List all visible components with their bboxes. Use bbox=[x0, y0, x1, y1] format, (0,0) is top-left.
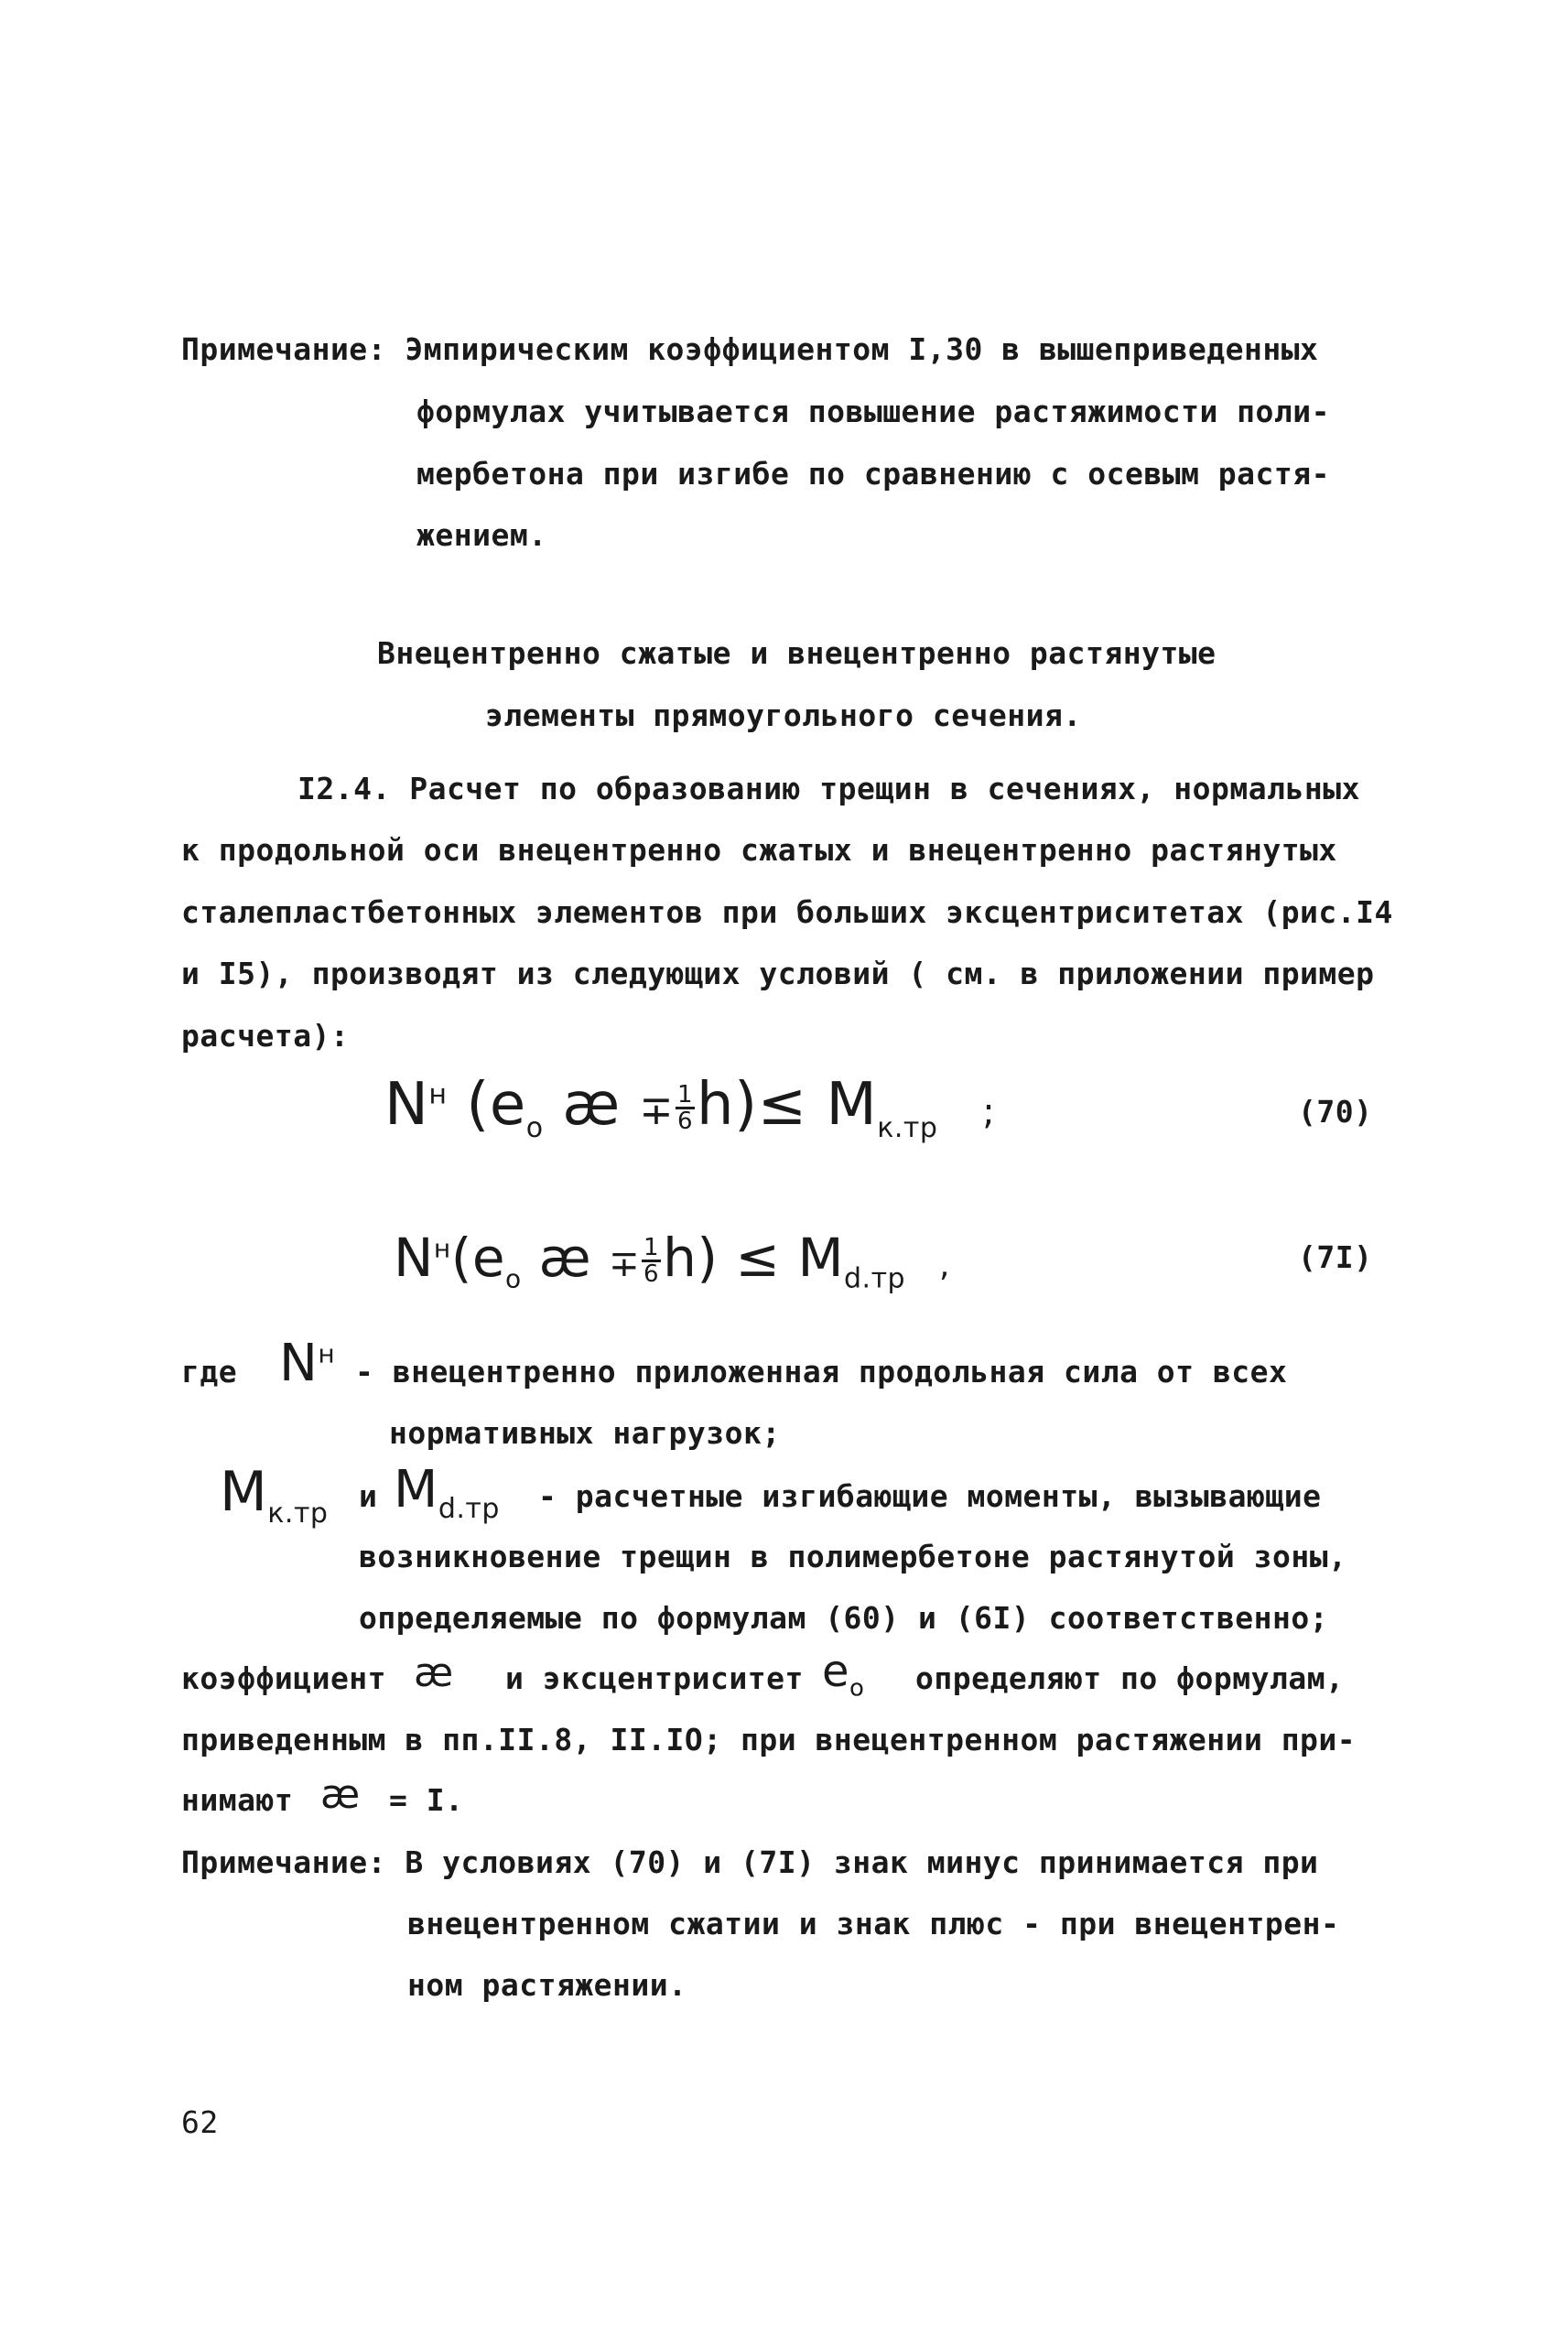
note2-line-2: внецентренном сжатии и знак плюс - при внецентрен- bbox=[407, 1906, 1340, 1941]
formula-71 bbox=[394, 1227, 950, 1295]
where-M2: M bbox=[394, 1460, 438, 1519]
where-and: и bbox=[359, 1478, 378, 1514]
formula-70-sign: ∓ bbox=[639, 1087, 674, 1134]
formula-71-h: h bbox=[663, 1227, 697, 1289]
formula-70-N-superscript: н bbox=[428, 1078, 448, 1111]
equation-number-70: (70) bbox=[1298, 1094, 1373, 1130]
paragraph-line-5: расчета): bbox=[181, 1018, 350, 1054]
formula-70-open-paren: ( bbox=[466, 1071, 490, 1139]
equation-number-71: (7I) bbox=[1298, 1239, 1373, 1275]
coefficient-line-2: приведенным в пп.II.8, II.IO; при внецентренном растяжении при- bbox=[181, 1722, 1357, 1757]
formula-71-close-paren: ) bbox=[697, 1227, 719, 1289]
where-N-symbol bbox=[279, 1334, 336, 1393]
note1-line-1: Примечание: Эмпирическим коэффициентом I,30 в вышеприведенных bbox=[181, 331, 1319, 367]
where-M-description-line-1: - расчетные изгибающие моменты, вызывающие bbox=[538, 1478, 1322, 1514]
paragraph-line-4: и I5), производят из следующих условий ( см. в приложении пример bbox=[181, 956, 1375, 991]
formula-71-fraction bbox=[642, 1234, 661, 1289]
where-M2-symbol bbox=[394, 1460, 500, 1526]
formula-70-e-subscript: o bbox=[525, 1111, 544, 1144]
paragraph-line-2: к продольной оси внецентренно сжатых и внецентренно растянутых bbox=[181, 832, 1337, 868]
eccentricity-e: e bbox=[822, 1646, 850, 1697]
note2-line-3: ном растяжении. bbox=[407, 1967, 687, 2003]
coefficient-line-1-part-a: коэффициент bbox=[181, 1660, 387, 1696]
formula-70-kappa: æ bbox=[562, 1071, 621, 1139]
coefficient-kappa-symbol: æ bbox=[414, 1649, 454, 1696]
where-label: где bbox=[181, 1354, 238, 1390]
page-number: 62 bbox=[181, 2104, 219, 2140]
eccentricity-e-subscript: o bbox=[849, 1674, 865, 1703]
where-M1: M bbox=[220, 1460, 268, 1524]
note1-line-2: формулах учитывается повышение растяжимости поли- bbox=[416, 394, 1331, 429]
formula-70-fraction-numerator: 1 bbox=[676, 1080, 693, 1108]
formula-70-e: e bbox=[489, 1071, 526, 1139]
note1-line-4: жением. bbox=[416, 517, 547, 553]
formula-71-sign: ∓ bbox=[609, 1243, 641, 1285]
formula-71-kappa: æ bbox=[538, 1227, 592, 1289]
where-M1-subscript: к.тр bbox=[267, 1498, 329, 1530]
formula-71-tail: , bbox=[939, 1247, 950, 1284]
where-M-description-line-2: возникновение трещин в полимербетоне растянутой зоны, bbox=[359, 1539, 1347, 1574]
formula-70-fraction bbox=[676, 1080, 695, 1135]
formula-70-fraction-denominator: 6 bbox=[676, 1107, 693, 1135]
where-N-superscript: н bbox=[318, 1338, 336, 1369]
note1-line-3: мербетона при изгибе по сравнению с осевым растя- bbox=[416, 456, 1331, 492]
section-heading-line-1: Внецентренно сжатые и внецентренно растянутые bbox=[377, 635, 1217, 671]
coefficient-line-3-kappa: æ bbox=[320, 1771, 361, 1818]
where-N-description-line-2: нормативных нагрузок; bbox=[389, 1415, 781, 1451]
formula-70-h: h bbox=[697, 1071, 735, 1139]
coefficient-line-3-part-b: = I. bbox=[389, 1782, 464, 1818]
coefficient-line-1-part-b: и эксцентриситет bbox=[505, 1660, 804, 1696]
formula-71-N-superscript: н bbox=[433, 1233, 451, 1264]
where-M-description-line-3: определяемые по формулам (60) и (6I) соответственно; bbox=[359, 1600, 1329, 1636]
where-N-description-line-1: - внецентренно приложенная продольная сила от всех bbox=[355, 1354, 1288, 1390]
formula-70-M-subscript: к.тр bbox=[877, 1111, 938, 1144]
eccentricity-symbol bbox=[822, 1646, 865, 1703]
where-M2-subscript: d.тр bbox=[438, 1493, 500, 1526]
formula-70 bbox=[384, 1071, 996, 1144]
formula-71-e-subscript: o bbox=[505, 1263, 522, 1294]
formula-70-close-paren: ) bbox=[734, 1071, 758, 1139]
formula-71-leq: ≤ bbox=[735, 1227, 781, 1289]
formula-70-leq: ≤ bbox=[757, 1071, 807, 1139]
formula-70-N: N bbox=[384, 1071, 429, 1139]
formula-71-M: M bbox=[797, 1227, 844, 1289]
formula-71-N: N bbox=[394, 1227, 434, 1289]
section-heading-line-2: элементы прямоугольного сечения. bbox=[485, 698, 1082, 733]
formula-71-e: e bbox=[471, 1227, 506, 1289]
formula-71-fraction-denominator: 6 bbox=[643, 1260, 660, 1289]
where-N: N bbox=[279, 1334, 319, 1393]
formula-70-tail: ; bbox=[982, 1091, 996, 1133]
coefficient-line-1-part-c: определяют по формулам, bbox=[915, 1660, 1345, 1696]
note2-line-1: Примечание: В условиях (70) и (7I) знак минус принимается при bbox=[181, 1844, 1319, 1880]
formula-70-M: M bbox=[826, 1071, 878, 1139]
formula-71-fraction-numerator: 1 bbox=[643, 1234, 660, 1262]
paragraph-line-1: I2.4. Расчет по образованию трещин в сечениях, нормальных bbox=[297, 771, 1360, 806]
where-M1-symbol bbox=[220, 1460, 329, 1530]
formula-71-open-paren: ( bbox=[450, 1227, 472, 1289]
formula-71-M-subscript: d.тр bbox=[844, 1262, 906, 1295]
coefficient-line-3-part-a: нимают bbox=[181, 1782, 294, 1818]
paragraph-line-3: сталепластбетонных элементов при больших эксцентриситетах (рис.I4 bbox=[181, 894, 1393, 930]
